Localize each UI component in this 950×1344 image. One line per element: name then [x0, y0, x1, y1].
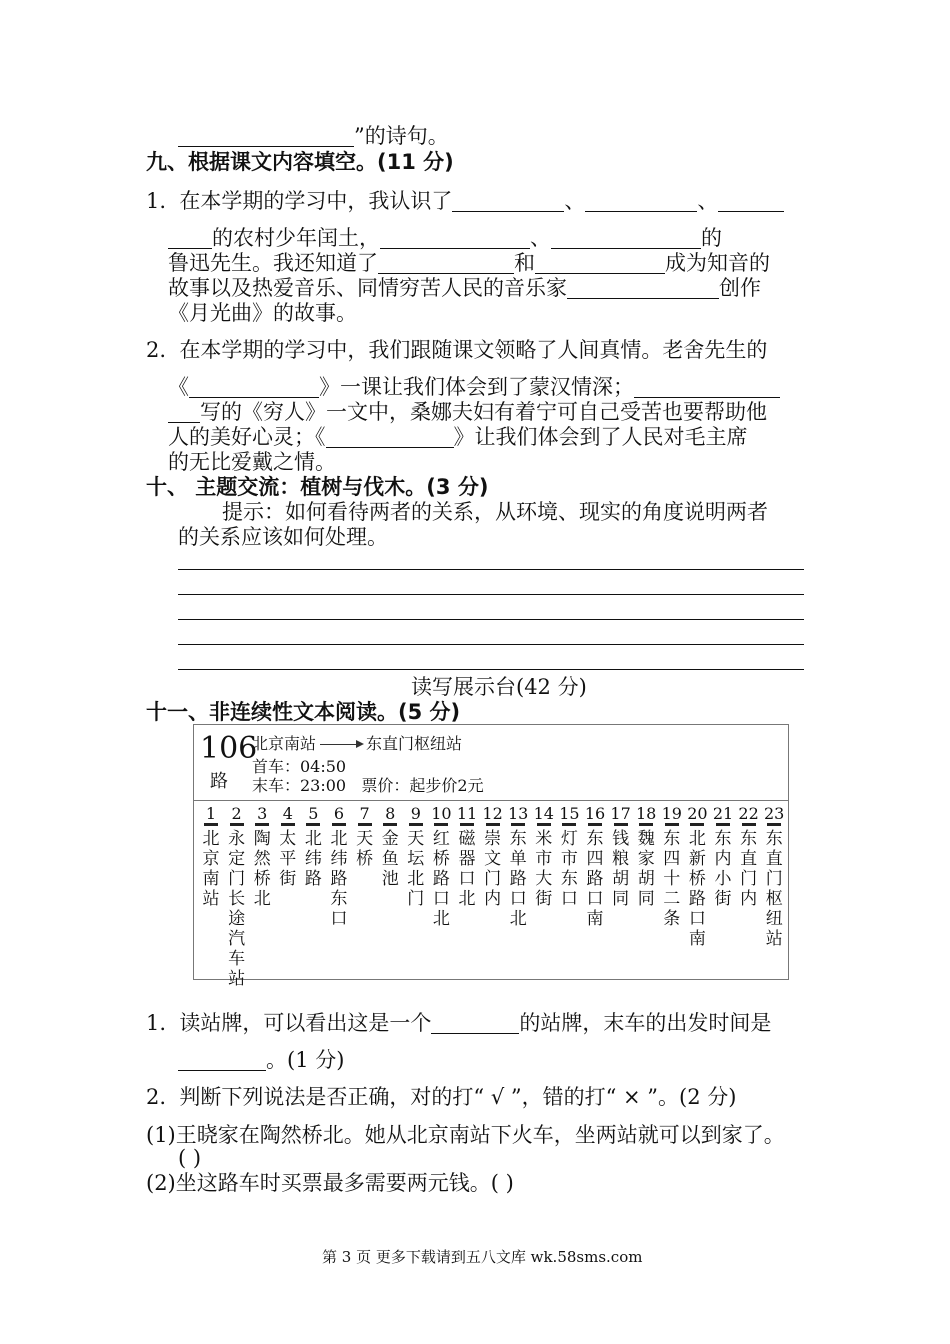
stop-marker-icon — [588, 823, 602, 826]
blank[interactable] — [178, 124, 354, 147]
answer-line[interactable] — [178, 644, 804, 645]
route-unit: 路 — [210, 771, 228, 792]
q-text: 创作 — [719, 276, 761, 300]
stop-marker-icon — [332, 823, 346, 826]
bus-stop — [558, 805, 580, 909]
stop-number: 1 — [205, 804, 217, 823]
route-to: 东直门枢纽站 — [366, 734, 463, 753]
stop-number: 6 — [333, 804, 345, 823]
stop-name: 北新桥路口南 — [688, 829, 706, 949]
route-direction — [252, 734, 462, 754]
stop-name: 钱粮胡同 — [612, 829, 630, 909]
sec9-q2-line1 — [146, 336, 767, 364]
bus-stop — [251, 805, 273, 909]
q-text: 读站牌，可以看出这是一个 — [179, 1011, 432, 1035]
blank[interactable] — [189, 375, 319, 398]
stop-marker-icon — [204, 823, 218, 826]
stop-number: 5 — [308, 804, 319, 823]
stop-number: 16 — [584, 804, 606, 823]
q-text: 》让我们体会到了人民对毛主席 — [453, 425, 748, 449]
first-bus: 首车：04:50 — [252, 757, 347, 776]
blank[interactable] — [535, 251, 665, 274]
stop-marker-icon — [409, 823, 423, 826]
stop-name: 北京南站 — [202, 829, 220, 909]
bus-stop — [328, 805, 350, 929]
bus-stop — [354, 805, 376, 869]
stop-name: 东单路口北 — [509, 829, 527, 929]
stop-marker-icon — [716, 823, 730, 826]
stop-name: 太平街 — [279, 829, 297, 889]
bus-stop — [405, 805, 427, 909]
bus-stop-sign — [193, 724, 789, 989]
statement-2: (2)坐这路车时买票最多需要两元钱。( ) — [146, 1171, 514, 1195]
stop-name: 崇文门内 — [484, 829, 502, 909]
stop-name: 陶然桥北 — [253, 829, 271, 909]
bus-stop — [533, 805, 555, 909]
q-text: 、 — [530, 226, 551, 250]
stop-marker-icon — [434, 823, 448, 826]
bus-stop — [302, 805, 324, 889]
last-bus-line — [252, 776, 484, 796]
bus-stop — [610, 805, 632, 909]
answer-line[interactable] — [178, 619, 804, 620]
stop-name: 东内小街 — [714, 829, 732, 909]
stop-marker-icon — [511, 823, 525, 826]
intro-line — [178, 122, 449, 150]
blank[interactable] — [718, 189, 784, 212]
q-text: 《 — [168, 375, 189, 399]
stop-number: 22 — [738, 804, 759, 823]
sec9-q2-line5: 的无比爱戴之情。 — [168, 450, 336, 474]
sign-header — [194, 725, 788, 801]
blank[interactable] — [178, 1048, 266, 1071]
statement-1: (1)王晓家在陶然桥北。她从北京南站下火车，坐两站就可以到家了。 — [146, 1123, 785, 1147]
blank[interactable] — [585, 189, 697, 212]
q-text: 、 — [697, 189, 719, 213]
q-number: 1. — [146, 189, 167, 213]
stop-number: 2 — [231, 804, 242, 823]
stop-number: 20 — [687, 804, 708, 823]
sec11-q1-line2 — [178, 1046, 344, 1074]
stop-name: 红桥路口北 — [432, 829, 450, 929]
q-text: 故事以及热爱音乐、同情穷苦人民的音乐家 — [168, 276, 567, 300]
stop-number: 7 — [359, 804, 370, 823]
stop-name: 金鱼池 — [381, 829, 399, 889]
sec9-q2-line2 — [168, 373, 780, 401]
stop-number: 4 — [282, 804, 293, 823]
intro-tail: ”的诗句。 — [354, 124, 449, 148]
bus-stop — [635, 805, 657, 909]
page-footer: 第 3 页 更多下载请到五八文库 wk.58sms.com — [322, 1248, 643, 1266]
stop-name: 米市大街 — [535, 829, 553, 909]
blank[interactable] — [452, 189, 564, 212]
q-text: 在本学期的学习中，我们跟随课文领略了人间真情。老舍先生的 — [179, 338, 768, 362]
bus-stop — [507, 805, 529, 929]
route-number: 106 — [200, 731, 258, 766]
section10-title: 十、 主题交流：植树与伐木。(3 分) — [146, 475, 489, 499]
stop-marker-icon — [742, 823, 756, 826]
stop-number: 23 — [764, 804, 785, 823]
blank[interactable] — [380, 226, 530, 249]
stop-number: 9 — [410, 804, 421, 823]
stop-name: 天坛北门 — [407, 829, 425, 909]
sec9-q2-line3 — [168, 398, 767, 426]
answer-line[interactable] — [178, 594, 804, 595]
sec9-q1-line2 — [168, 224, 722, 252]
q-text: 、 — [564, 189, 586, 213]
bus-stop — [456, 805, 478, 909]
sec9-q1-line3 — [168, 249, 770, 277]
q-text: 》一课让我们体会到了蒙汉情深； — [319, 375, 634, 399]
section9-title: 九、根据课文内容填空。(11 分) — [146, 150, 454, 174]
stop-marker-icon — [614, 823, 628, 826]
stop-marker-icon — [281, 823, 295, 826]
route-from: 北京南站 — [252, 734, 317, 753]
bus-stop — [482, 805, 504, 909]
stop-number: 18 — [636, 804, 657, 823]
stop-number: 12 — [482, 804, 503, 823]
stop-marker-icon — [460, 823, 474, 826]
q-number: 2. — [146, 338, 167, 362]
bus-stop — [277, 805, 299, 889]
q-text: 人的美好心灵；《 — [168, 425, 326, 449]
sec10-hint-line2: 的关系应该如何处理。 — [178, 525, 388, 549]
blank[interactable] — [168, 226, 212, 249]
sec9-q1-line5: 《月光曲》的故事。 — [168, 301, 357, 325]
bus-stop — [226, 805, 248, 989]
stop-name: 北纬路 — [304, 829, 322, 889]
q-text: 鲁迅先生。我还知道了 — [168, 251, 378, 275]
stop-name: 北纬路东口 — [330, 829, 348, 929]
stop-marker-icon — [230, 823, 244, 826]
stop-number: 15 — [559, 804, 580, 823]
answer-line[interactable] — [178, 669, 804, 670]
section11-title: 十一、非连续性文本阅读。(5 分) — [146, 700, 461, 724]
stop-number: 11 — [456, 804, 478, 823]
stop-number: 10 — [431, 804, 452, 823]
bus-stop — [430, 805, 452, 929]
section-header: 读写展示台(42 分) — [411, 675, 587, 699]
stop-marker-icon — [562, 823, 576, 826]
stop-marker-icon — [537, 823, 551, 826]
bus-stop — [686, 805, 708, 949]
blank[interactable] — [168, 400, 200, 423]
answer-line[interactable] — [178, 569, 804, 570]
sec9-q2-line4 — [168, 423, 748, 451]
q-text: 和 — [514, 251, 535, 275]
blank[interactable] — [326, 425, 454, 448]
stop-marker-icon — [255, 823, 269, 826]
bus-stop — [200, 805, 222, 909]
bus-stop — [379, 805, 401, 889]
stop-name: 东四路口南 — [586, 829, 604, 929]
stop-marker-icon — [690, 823, 704, 826]
arrow-right-icon — [320, 744, 362, 745]
bus-stop — [763, 805, 785, 949]
q-text: 的农村少年闰土， — [212, 226, 380, 250]
stop-marker-icon — [665, 823, 679, 826]
bus-stop — [712, 805, 734, 909]
q-text: 在本学期的学习中，我认识了 — [179, 189, 453, 213]
stop-name: 魏家胡同 — [637, 829, 655, 909]
bus-stop — [661, 805, 683, 929]
stop-name: 磁器口北 — [458, 829, 476, 909]
stop-name: 东直门内 — [740, 829, 758, 909]
stop-number: 21 — [712, 804, 734, 823]
stop-name: 东直门枢纽站 — [765, 829, 783, 949]
sec9-q1-line1 — [146, 187, 784, 215]
blank[interactable] — [378, 251, 514, 274]
last-bus: 末车：23:00 — [252, 776, 347, 795]
stop-number: 8 — [385, 804, 396, 823]
stop-marker-icon — [486, 823, 500, 826]
stop-number: 13 — [508, 804, 529, 823]
blank[interactable] — [634, 375, 780, 398]
sec11-q1-line1 — [146, 1009, 771, 1037]
stop-marker-icon — [306, 823, 320, 826]
stop-name: 东四十二条 — [663, 829, 681, 929]
stop-number: 14 — [533, 804, 554, 823]
bus-stop — [738, 805, 760, 909]
q-text: 写的《穷人》一文中，桑娜夫妇有着宁可自己受苦也要帮助他 — [200, 400, 767, 424]
q-text: 的 — [701, 226, 722, 250]
q-number: 2. — [146, 1085, 167, 1109]
bus-stop — [584, 805, 606, 929]
stop-marker-icon — [639, 823, 653, 826]
q-text: 。(1 分) — [266, 1048, 345, 1072]
blank[interactable] — [431, 1011, 519, 1034]
q-number: 1. — [146, 1011, 167, 1035]
sec9-q1-line4 — [168, 274, 761, 302]
stop-marker-icon — [383, 823, 397, 826]
stop-name: 永定门长途汽车站 — [228, 829, 246, 989]
stop-marker-icon — [767, 823, 781, 826]
blank[interactable] — [551, 226, 701, 249]
answer-paren[interactable]: ( ) — [178, 1146, 202, 1170]
blank[interactable] — [567, 276, 719, 299]
sec11-q2-line — [146, 1083, 736, 1111]
stop-number: 17 — [610, 804, 631, 823]
stop-name: 天桥 — [356, 829, 374, 869]
stop-number: 3 — [257, 804, 268, 823]
stop-number: 19 — [661, 804, 682, 823]
q-text: 成为知音的 — [665, 251, 770, 275]
sec10-hint-line1: 提示：如何看待两者的关系，从环境、现实的角度说明两者 — [222, 500, 768, 524]
fare: 票价：起步价2元 — [361, 776, 484, 795]
q-text: 判断下列说法是否正确，对的打“ √ ”，错的打“ × ”。(2 分) — [179, 1085, 737, 1109]
stop-marker-icon — [358, 823, 372, 826]
stop-name: 灯市东口 — [560, 829, 578, 909]
q-text: 的站牌，末车的出发时间是 — [519, 1011, 772, 1035]
